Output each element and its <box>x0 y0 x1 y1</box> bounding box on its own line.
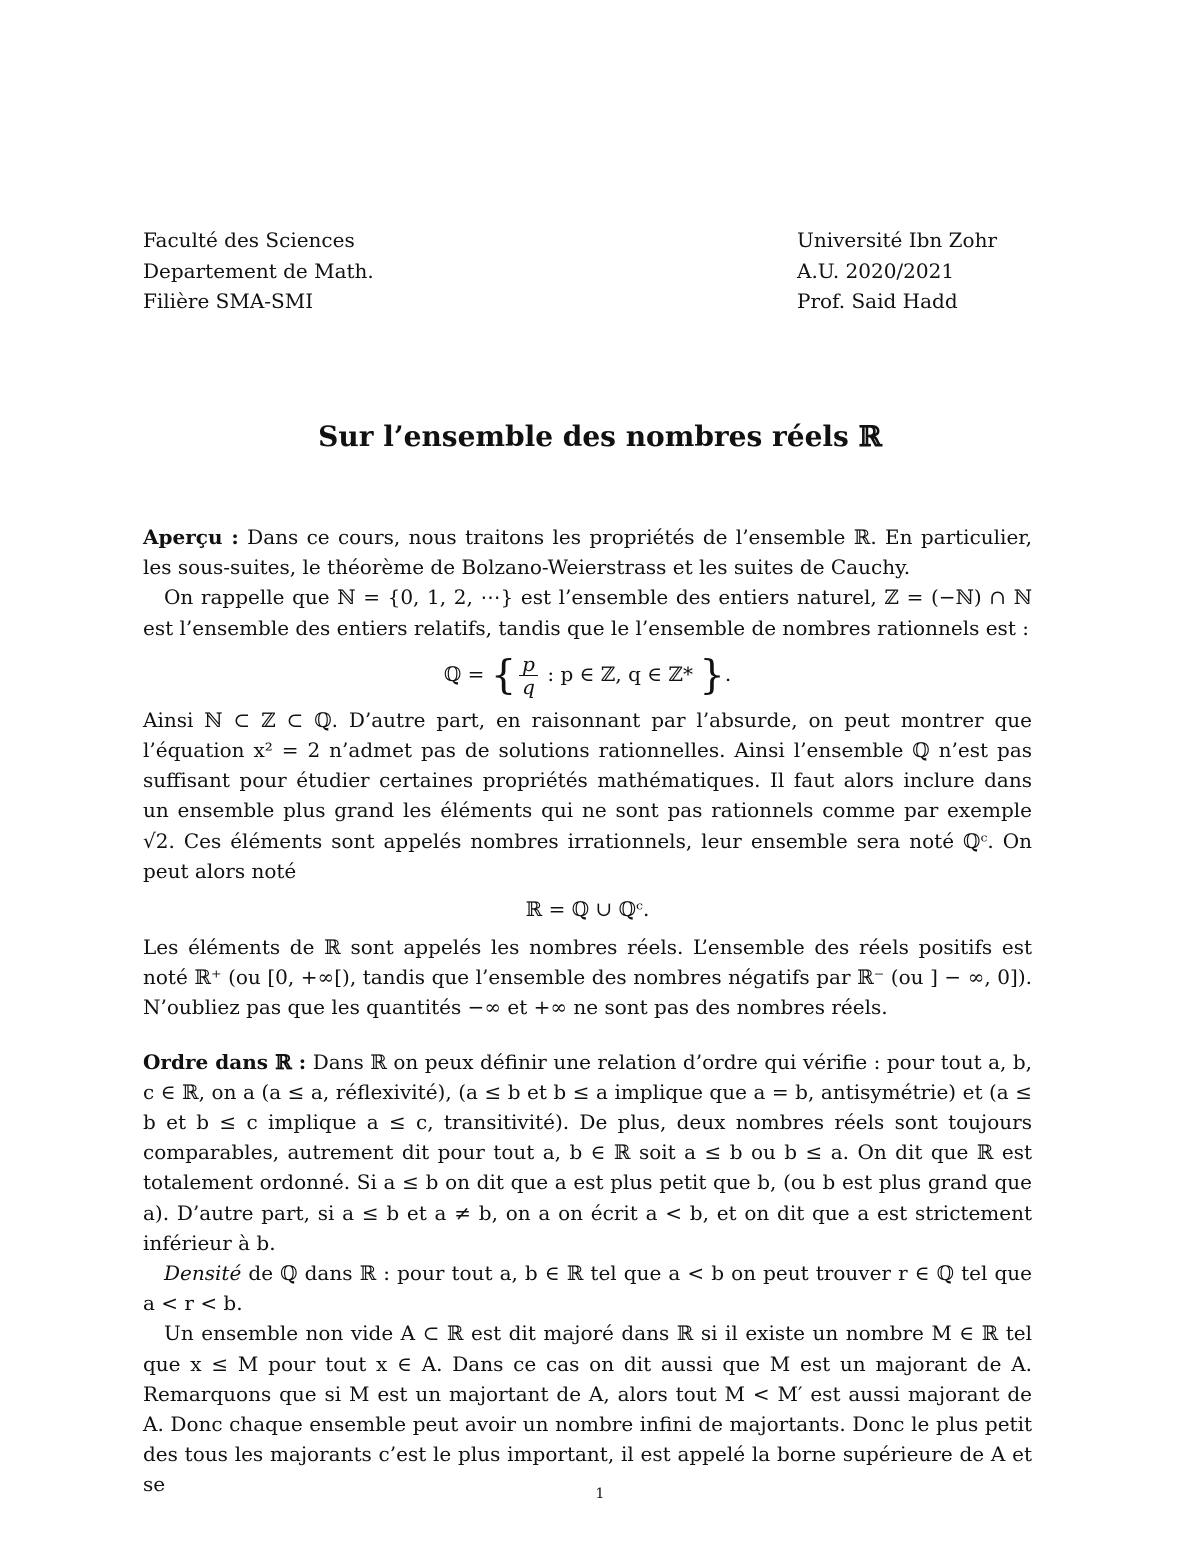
program-name: Filière SMA-SMI <box>143 289 314 313</box>
university-name: Université Ibn Zohr <box>797 228 998 252</box>
eq-q-end: . <box>724 661 732 686</box>
ordre-label: Ordre dans ℝ : <box>143 1049 307 1074</box>
rappel-paragraph: On rappelle que ℕ = {0, 1, 2, ⋯} est l’ensemble des entiers naturel, ℤ = (−ℕ) ∩ ℕ est l’ensemble des entiers relatifs, tandis que le l’ensemble de nombres rationnels est : <box>143 585 1032 640</box>
document-title: Sur l’ensemble des nombres réels ℝ <box>318 420 882 453</box>
header-left <box>143 225 374 317</box>
fraction <box>519 653 538 698</box>
ordre-text: Dans ℝ on peux définir une relation d’ordre qui vérifie : pour tout a, b, c ∈ ℝ, on a (a ≤ a, réflexivité), (a ≤ b et b ≤ a implique que a = b, antisymétrie) et (a ≤ b et b ≤ c implique a ≤ c, transitivité). De plus, deux nombres réels sont toujours comparables, autrement dit pour tout a, b ∈ ℝ soit a ≤ b ou b ≤ a. On dit que ℝ est totalement ordonné. Si a ≤ b on dit que a est plus petit que b, (ou b est plus grand que a). D’autre part, si a ≤ b et a ≠ b, on a on écrit a < b, et on dit que a est strictement inférieur à b. <box>143 1049 1033 1255</box>
document-header <box>143 225 1032 321</box>
eq-q-left: ℚ = <box>443 661 485 686</box>
eq-q-condition: : p ∈ ℤ, q ∈ ℤ* <box>547 661 693 686</box>
faculty-name: Faculté des Sciences <box>143 228 355 252</box>
ordre-paragraph <box>143 1047 1032 1258</box>
apercu-paragraph <box>143 522 1032 582</box>
ainsi-paragraph: Ainsi ℕ ⊂ ℤ ⊂ ℚ. D’autre part, en raisonnant par l’absurde, on peut montrer que l’équation x² = 2 n’admet pas de solutions rationnelles. Ainsi l’ensemble ℚ n’est pas suffisant pour étudier certaines propriétés mathématiques. Il faut alors inclure dans un ensemble plus grand les éléments qui ne sont pas rationnels comme par exemple √2. Ces éléments sont appelés nombres irrationnels, leur ensemble sera noté ℚᶜ. On peut alors noté <box>143 707 1032 883</box>
fraction-denominator: q <box>522 674 535 699</box>
reels-paragraph: Les éléments de ℝ sont appelés les nombres réels. L’ensemble des réels positifs est noté ℝ⁺ (ou [0, +∞[), tandis que l’ensemble des nombres négatifs par ℝ⁻ (ou ] − ∞, 0]). N’oubliez pas que les quantités −∞ et +∞ ne sont pas des nombres réels. <box>143 935 1032 1020</box>
department-name: Departement de Math. <box>143 258 374 283</box>
document-body <box>143 522 1032 1500</box>
right-brace-icon: } <box>699 652 725 699</box>
densite-paragraph <box>143 1258 1032 1318</box>
majore-paragraph: Un ensemble non vide A ⊂ ℝ est dit majoré dans ℝ si il existe un nombre M ∈ ℝ tel que x ≤ M pour tout x ∈ A. Dans ce cas on dit aussi que M est un majorant de A. Remarquons que si M est un majortant de A, alors tout M < M′ est aussi majorant de A. Donc chaque ensemble peut avoir un nombre infini de majortants. Donc le plus petit des tous les majorants c’est le plus important, il est appelé la borne supérieure de A et se <box>143 1321 1032 1497</box>
left-brace-icon: { <box>490 652 517 699</box>
professor-name: Prof. Said Hadd <box>797 289 958 313</box>
academic-year: A.U. 2020/2021 <box>797 258 955 283</box>
equation-r: ℝ = ℚ ∪ ℚᶜ. <box>525 897 650 922</box>
densite-text: de ℚ dans ℝ : pour tout a, b ∈ ℝ tel que a < b on peut trouver r ∈ ℚ tel que a < r < b. <box>143 1261 1032 1316</box>
page-number: 1 <box>595 1486 605 1502</box>
apercu-label: Aperçu : <box>143 525 239 549</box>
equation-q <box>143 643 1032 705</box>
apercu-text: Dans ce cours, nous traitons les propriétés de l’ensemble ℝ. En particulier, les sous-suites, le théorème de Bolzano-Weierstrass et les suites de Cauchy. <box>143 525 1032 580</box>
fraction-numerator: p <box>519 653 538 676</box>
densite-label: Densité <box>164 1261 242 1286</box>
header-right <box>797 225 997 317</box>
